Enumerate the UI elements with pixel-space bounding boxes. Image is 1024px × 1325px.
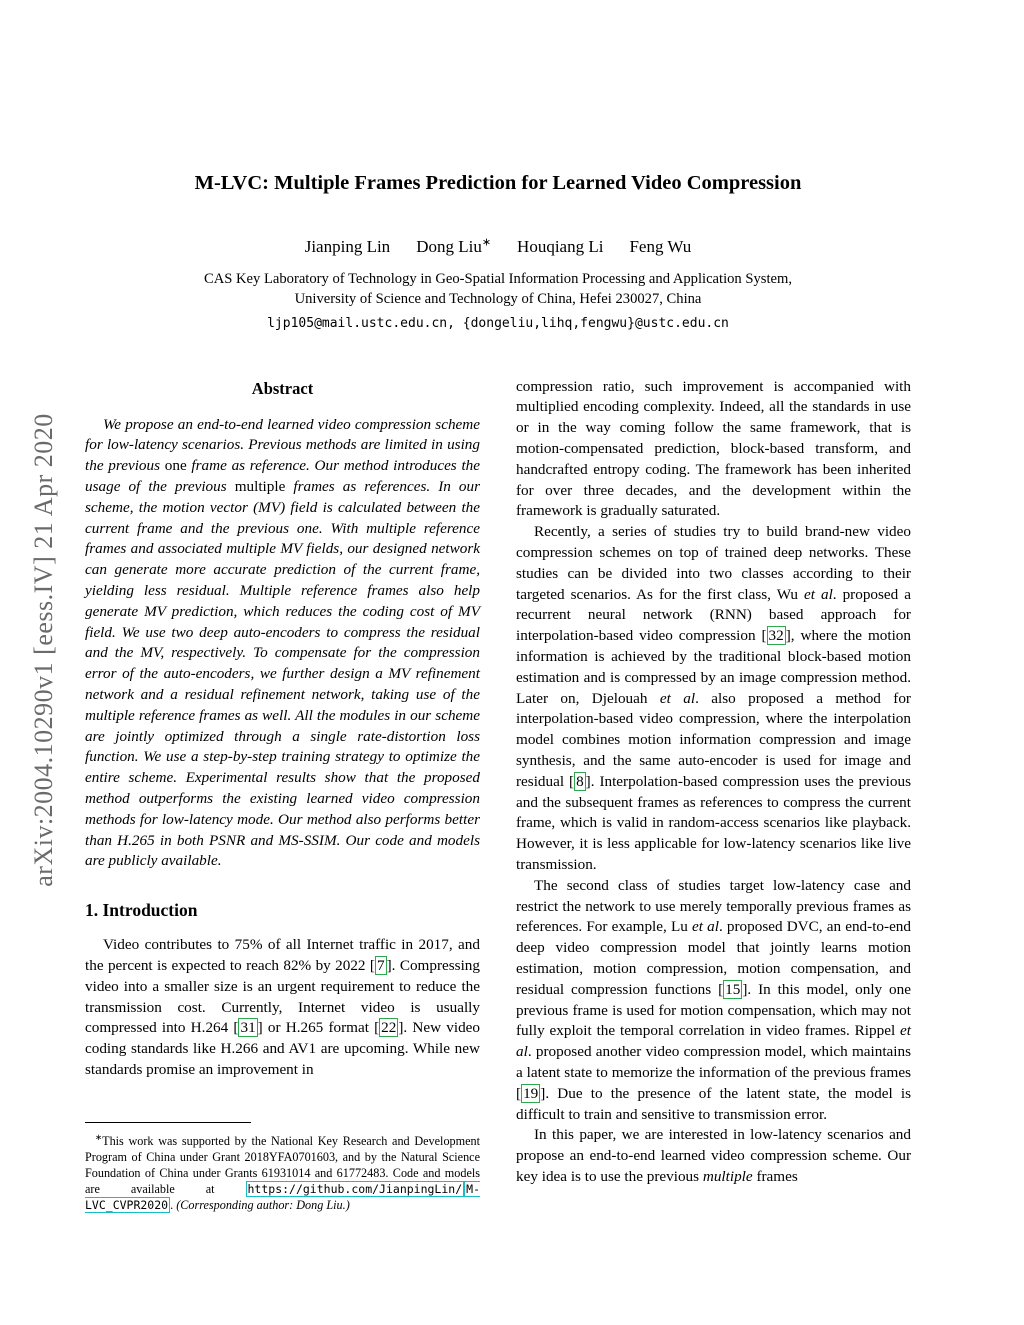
code-repo-link[interactable]: M-LVC_CVPR2020 <box>85 1181 480 1212</box>
right-paragraph-3: The second class of studies target low-latency case and restrict the network to use merely temporally previous frames as references. For example, Lu et al. proposed DVC, an end-to-end deep video compression model that jointly learns motion estimation, motion compression, motion compensation, and residual compression functions [ 15 ]. In this model, only one previous frame is used for motion compensation, which may not fully exploit the temporal correlation in video frames. Rippel et al. proposed another video compression model, which maintains a latent state to memorize the information of the previous frames [ 19 ]. Due to the presence of the latent state, the model is difficult to train and sensitive to transmission error. <box>516 876 911 1123</box>
emphasis-text: et al <box>516 1022 911 1061</box>
right-column <box>516 377 911 1215</box>
affiliation-line-1: CAS Key Laboratory of Technology in Geo-Spatial Information Processing and Application System, <box>203 270 793 287</box>
citation-31[interactable]: [ 31 ] <box>233 1019 263 1037</box>
right-paragraph-2: Recently, a series of studies try to build brand-new video compression schemes on top of trained deep networks. These studies can be divided into two classes according to their targeted scenarios. As for the first class, Wu et al. proposed a recurrent neural network (RNN) based approach for interpolation-based video compression [ 32 ], where the motion information is achieved by the traditional block-based motion estimation and is compressed by an image compression method. Later on, Djelouah et al. also proposed a method for interpolation-based video compression, where the interpolation model combines motion information compression and image synthesis, and the same auto-encoder is used for image and residual [ 8 ]. Interpolation-based compression uses the previous and the subsequent frames as references to compress the current frame, which is valid in random-access scenarios like playback. However, it is less applicable for low-latency scenarios like live transmission. <box>516 523 911 873</box>
citation-number[interactable]: 8 <box>576 772 584 790</box>
emphasis-text: multiple <box>234 478 286 496</box>
author-name: Jianping Lin <box>304 236 391 256</box>
emphasis-text: et al <box>659 689 696 707</box>
author-name: Houqiang Li <box>517 236 604 256</box>
emphasis-text: (Corresponding author: Dong Liu.) <box>176 1197 350 1212</box>
author-list <box>85 235 911 257</box>
footnote-text: ∗This work was supported by the National Key Research and Development Program of China under Grant 2018YFA0701603, and by the Natural Science Foundation of China under Grants 61931014 and 61772483. Code and models are available at https://github.com/JianpingLin/ M-LVC_CVPR2020 . (Corresponding author: Dong Liu.) <box>85 1131 480 1212</box>
affiliation-line-2: University of Science and Technology of China, Hefei 230027, China <box>294 290 702 307</box>
citation-32[interactable]: [ 32 ] <box>761 627 791 645</box>
emphasis-text: et al <box>692 918 719 936</box>
emphasis-text: one <box>164 457 187 475</box>
code-repo-link[interactable]: https://github.com/JianpingLin/ <box>247 1181 463 1196</box>
footnote <box>85 1122 480 1213</box>
author-name: Feng Wu <box>629 236 692 256</box>
citation-number[interactable]: 32 <box>768 627 784 645</box>
abstract-paragraph: We propose an end-to-end learned video compression scheme for low-latency scenarios. Previous methods are limited in using the previous one frame as reference. Our method introduces the usage of the previous multiple frames as references. In our scheme, the motion vector (MV) field is calculated between the current frame and the previous one. With multiple reference frames and associated multiple MV fields, our designed network can generate more accurate prediction of the current frame, yielding less residual. Multiple reference frames also help generate MV prediction, which reduces the coding cost of MV field. We use two deep auto-encoders to compress the residual and the MV, respectively. To compensate for the compression error of the auto-encoders, we further design a MV refinement network and a residual refinement network, taking use of the multiple reference frames as well. All the modules in our scheme are jointly optimized through a single rate-distortion loss function. We use a step-by-step training strategy to optimize the entire scheme. Experimental results show that the proposed method outperforms the existing learned video compression methods for low-latency mode. Our method also performs better than H.265 in both PSNR and MS-SSIM. Our code and models are publicly available. <box>85 415 481 870</box>
right-paragraph-1: compression ratio, such improvement is accompanied with multiplied encoding complexity. Indeed, all the standards in use or in the way coming follow the same framework, that is motion-compensated prediction, block-based transform, and handcrafted entropy coding. The framework has been inherited for over three decades, and the development within the framework is gradually saturated. <box>516 377 911 520</box>
citation-number[interactable]: 7 <box>376 956 385 974</box>
paper-title: M-LVC: Multiple Frames Prediction for Learned Video Compression <box>194 172 802 194</box>
citation-number[interactable]: 22 <box>381 1019 397 1037</box>
left-column <box>85 377 480 1215</box>
citation-22[interactable]: [ 22 ] <box>374 1019 404 1037</box>
citation-number[interactable]: 31 <box>240 1019 256 1037</box>
author-footnote-marker: ∗ <box>481 236 492 248</box>
emphasis-text: et al <box>804 585 833 603</box>
two-column-body <box>85 377 911 1215</box>
footnote-rule <box>85 1122 251 1123</box>
section-heading-introduction: 1. Introduction <box>85 900 198 921</box>
intro-paragraph-1: Video contributes to 75% of all Internet traffic in 2017, and the percent is expected to reach 82% by 2022 [ 7 ]. Compressing video into a smaller size is an urgent requirement to reduce the transmission cost. Currently, Internet video is usually compressed into H.264 [ 31 ] or H.265 format [ 22 ]. New video coding standards like H.266 and AV1 are upcoming. While new standards promise an improvement in <box>85 936 480 1078</box>
citation-15[interactable]: [ 15 ] <box>718 980 748 998</box>
citation-number[interactable]: 19 <box>523 1084 539 1102</box>
citation-8[interactable]: [ 8 ] <box>569 772 591 790</box>
citation-7[interactable]: [ 7 ] <box>369 956 392 974</box>
right-paragraph-4: In this paper, we are interested in low-latency scenarios and propose an end-to-end learned video compression scheme. Our key idea is to use the previous multiple frames <box>516 1126 911 1185</box>
paper-content <box>85 172 911 1215</box>
author-name: Dong Liu∗ <box>416 236 492 256</box>
emphasis-text: multiple <box>702 1167 753 1185</box>
citation-number[interactable]: 15 <box>725 980 741 998</box>
footnote-marker: ∗ <box>95 1131 103 1142</box>
arxiv-watermark: arXiv:2004.10290v1 [eess.IV] 21 Apr 2020 <box>29 413 58 887</box>
citation-19[interactable]: [ 19 ] <box>516 1084 546 1102</box>
email-line: ljp105@mail.ustc.edu.cn, {dongeliu,lihq,fengwu}@ustc.edu.cn <box>267 315 729 331</box>
abstract-heading: Abstract <box>251 378 314 398</box>
